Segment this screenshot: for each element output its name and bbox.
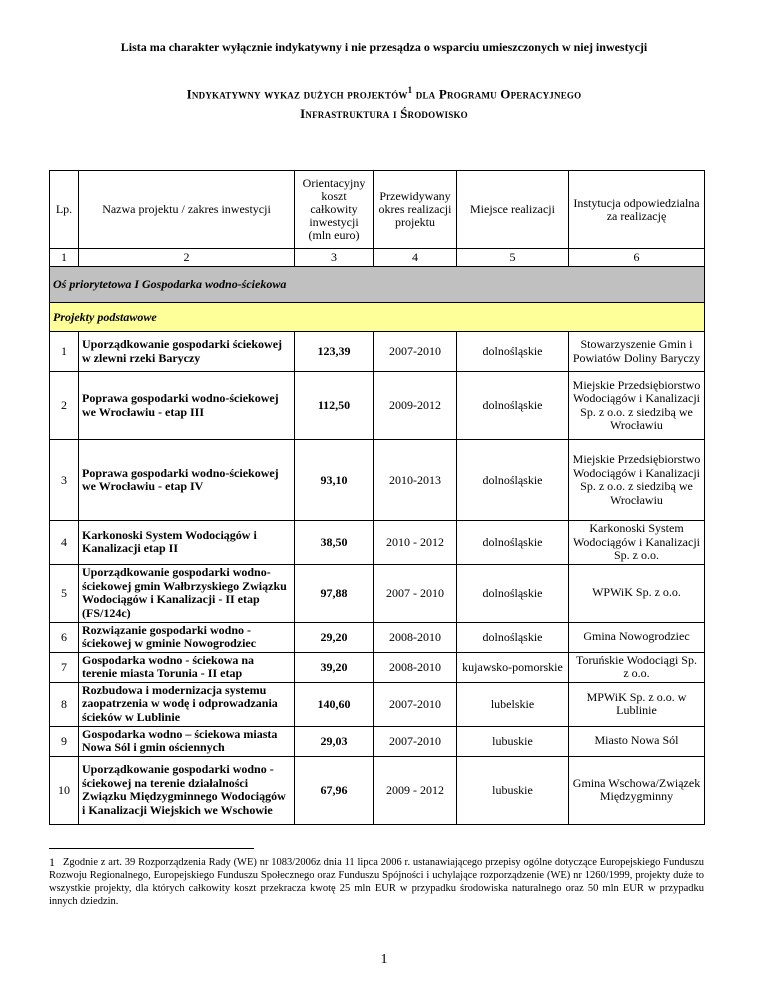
col-number: 3 <box>295 249 374 267</box>
row-name: Karkonoski System Wodociągów i Kanalizacji etap II <box>79 521 295 565</box>
row-name: Gospodarka wodno - ściekowa na terenie miasta Torunia - II etap <box>79 652 295 682</box>
row-location: lubuskie <box>457 756 569 824</box>
row-cost: 123,39 <box>295 332 374 372</box>
row-period: 2007 - 2010 <box>374 564 457 622</box>
title-line1-suffix: dla Programu Operacyjnego <box>412 86 582 102</box>
row-period: 2007-2010 <box>374 682 457 726</box>
row-cost: 97,88 <box>295 564 374 622</box>
header-cost: Orientacyjny koszt całkowity inwestycji (mln euro) <box>295 171 374 249</box>
row-institution: Gmina Wschowa/Związek Międzygminny <box>569 756 705 824</box>
row-name: Uporządkowanie gospodarki wodno-ściekowej gmin Wałbrzyskiego Związku Wodociągów i Kanalizacji - II etap (FS/124c) <box>79 564 295 622</box>
row-name: Rozbudowa i modernizacja systemu zaopatrzenia w wodę i odprowadzania ścieków w Lublinie <box>79 682 295 726</box>
row-cost: 38,50 <box>295 521 374 565</box>
row-location: dolnośląskie <box>457 521 569 565</box>
row-name: Uporządkowanie gospodarki ściekowej w zlewni rzeki Baryczy <box>79 332 295 372</box>
document-title <box>0 80 768 124</box>
row-period: 2007-2010 <box>374 726 457 756</box>
row-institution: Stowarzyszenie Gmin i Powiatów Doliny Baryczy <box>569 332 705 372</box>
footnote-text: Zgodnie z art. 39 Rozporządzenia Rady (WE) nr 1083/2006z dnia 11 lipca 2006 r. ustanawiającego przepisy ogólne dotyczące Europejskiego Funduszu Rozwoju Regionalnego, Europejskiego Funduszu Społecznego oraz Funduszu Spójności i uchylające rozporządzenie (WE) nr 1260/1999, projekty duże to wszystkie projekty, dla których całkowity koszt przekracza kwotę 25 mln EUR w przypadku środowiska naturalnego oraz 50 mln EUR w przypadku innych dziedzin. <box>49 857 704 907</box>
header-location: Miejsce realizacji <box>457 171 569 249</box>
row-location: dolnośląskie <box>457 440 569 521</box>
col-number: 6 <box>569 249 705 267</box>
row-name: Uporządkowanie gospodarki wodno - ściekowej na terenie działalności Związku Międzygminnego Wodociągów i Kanalizacji Wiejskich we Wschowie <box>79 756 295 824</box>
page-number: 1 <box>380 952 388 967</box>
footnote <box>49 856 704 908</box>
table-row <box>50 726 705 756</box>
row-institution: MPWiK Sp. z o.o. w Lublinie <box>569 682 705 726</box>
row-name: Poprawa gospodarki wodno-ściekowej we Wrocławiu - etap III <box>79 372 295 440</box>
section-label: Projekty podstawowe <box>50 303 705 332</box>
table-row <box>50 372 705 440</box>
row-location: dolnośląskie <box>457 622 569 652</box>
projects-table <box>49 170 705 825</box>
header-row <box>50 171 705 249</box>
row-period: 2008-2010 <box>374 622 457 652</box>
row-lp: 10 <box>50 756 79 824</box>
row-lp: 9 <box>50 726 79 756</box>
row-lp: 1 <box>50 332 79 372</box>
row-cost: 112,50 <box>295 372 374 440</box>
row-name: Poprawa gospodarki wodno-ściekowej we Wrocławiu - etap IV <box>79 440 295 521</box>
row-lp: 8 <box>50 682 79 726</box>
row-institution: Miasto Nowa Sól <box>569 726 705 756</box>
row-cost: 29,03 <box>295 726 374 756</box>
row-location: dolnośląskie <box>457 332 569 372</box>
row-institution: Toruńskie Wodociągi Sp. z o.o. <box>569 652 705 682</box>
footnote-marker: 1 <box>49 855 55 869</box>
axis-label: Oś priorytetowa I Gospodarka wodno-ściekowa <box>50 267 705 303</box>
col-number: 2 <box>79 249 295 267</box>
row-period: 2008-2010 <box>374 652 457 682</box>
title-line1: Indykatywny wykaz dużych projektów <box>186 86 408 102</box>
row-period: 2010 - 2012 <box>374 521 457 565</box>
row-cost: 67,96 <box>295 756 374 824</box>
row-location: dolnośląskie <box>457 564 569 622</box>
title-footnote-ref[interactable]: 1 <box>407 85 413 95</box>
column-number-row <box>50 249 705 267</box>
row-lp: 6 <box>50 622 79 652</box>
row-cost: 140,60 <box>295 682 374 726</box>
row-cost: 29,20 <box>295 622 374 652</box>
row-institution: Karkonoski System Wodociągów i Kanalizacji Sp. z o.o. <box>569 521 705 565</box>
row-cost: 39,20 <box>295 652 374 682</box>
row-period: 2009-2012 <box>374 372 457 440</box>
row-location: kujawsko-pomorskie <box>457 652 569 682</box>
table-row <box>50 622 705 652</box>
row-institution: Miejskie Przedsiębiorstwo Wodociągów i Kanalizacji Sp. z o.o. z siedzibą we Wrocławiu <box>569 372 705 440</box>
axis-row <box>50 267 705 303</box>
header-institution: Instytucja odpowiedzialna za realizację <box>569 171 705 249</box>
row-location: lubuskie <box>457 726 569 756</box>
row-institution: Miejskie Przedsiębiorstwo Wodociągów i Kanalizacji Sp. z o.o. z siedzibą we Wrocławiu <box>569 440 705 521</box>
row-institution: Gmina Nowogrodziec <box>569 622 705 652</box>
row-period: 2007-2010 <box>374 332 457 372</box>
row-lp: 2 <box>50 372 79 440</box>
table-row <box>50 682 705 726</box>
section-row <box>50 303 705 332</box>
row-name: Gospodarka wodno – ściekowa miasta Nowa Sól i gmin ościennych <box>79 726 295 756</box>
row-cost: 93,10 <box>295 440 374 521</box>
header-name: Nazwa projektu / zakres inwestycji <box>79 171 295 249</box>
row-lp: 4 <box>50 521 79 565</box>
row-period: 2010-2013 <box>374 440 457 521</box>
header-lp: Lp. <box>50 171 79 249</box>
table-row <box>50 652 705 682</box>
table-row <box>50 440 705 521</box>
row-location: dolnośląskie <box>457 372 569 440</box>
header-period: Przewidywany okres realizacji projektu <box>374 171 457 249</box>
footnote-divider <box>49 848 254 849</box>
table-row <box>50 332 705 372</box>
row-institution: WPWiK Sp. z o.o. <box>569 564 705 622</box>
col-number: 5 <box>457 249 569 267</box>
row-lp: 7 <box>50 652 79 682</box>
row-period: 2009 - 2012 <box>374 756 457 824</box>
table-row <box>50 521 705 565</box>
table-row <box>50 756 705 824</box>
row-location: lubelskie <box>457 682 569 726</box>
col-number: 1 <box>50 249 79 267</box>
title-line2: Infrastruktura i Środowisko <box>300 106 468 122</box>
row-lp: 3 <box>50 440 79 521</box>
row-lp: 5 <box>50 564 79 622</box>
table-row <box>50 564 705 622</box>
col-number: 4 <box>374 249 457 267</box>
row-name: Rozwiązanie gospodarki wodno - ściekowej w gminie Nowogrodziec <box>79 622 295 652</box>
header-note: Lista ma charakter wyłącznie indykatywny i nie przesądza o wsparciu umieszczonych w niej inwestycji <box>120 40 648 54</box>
